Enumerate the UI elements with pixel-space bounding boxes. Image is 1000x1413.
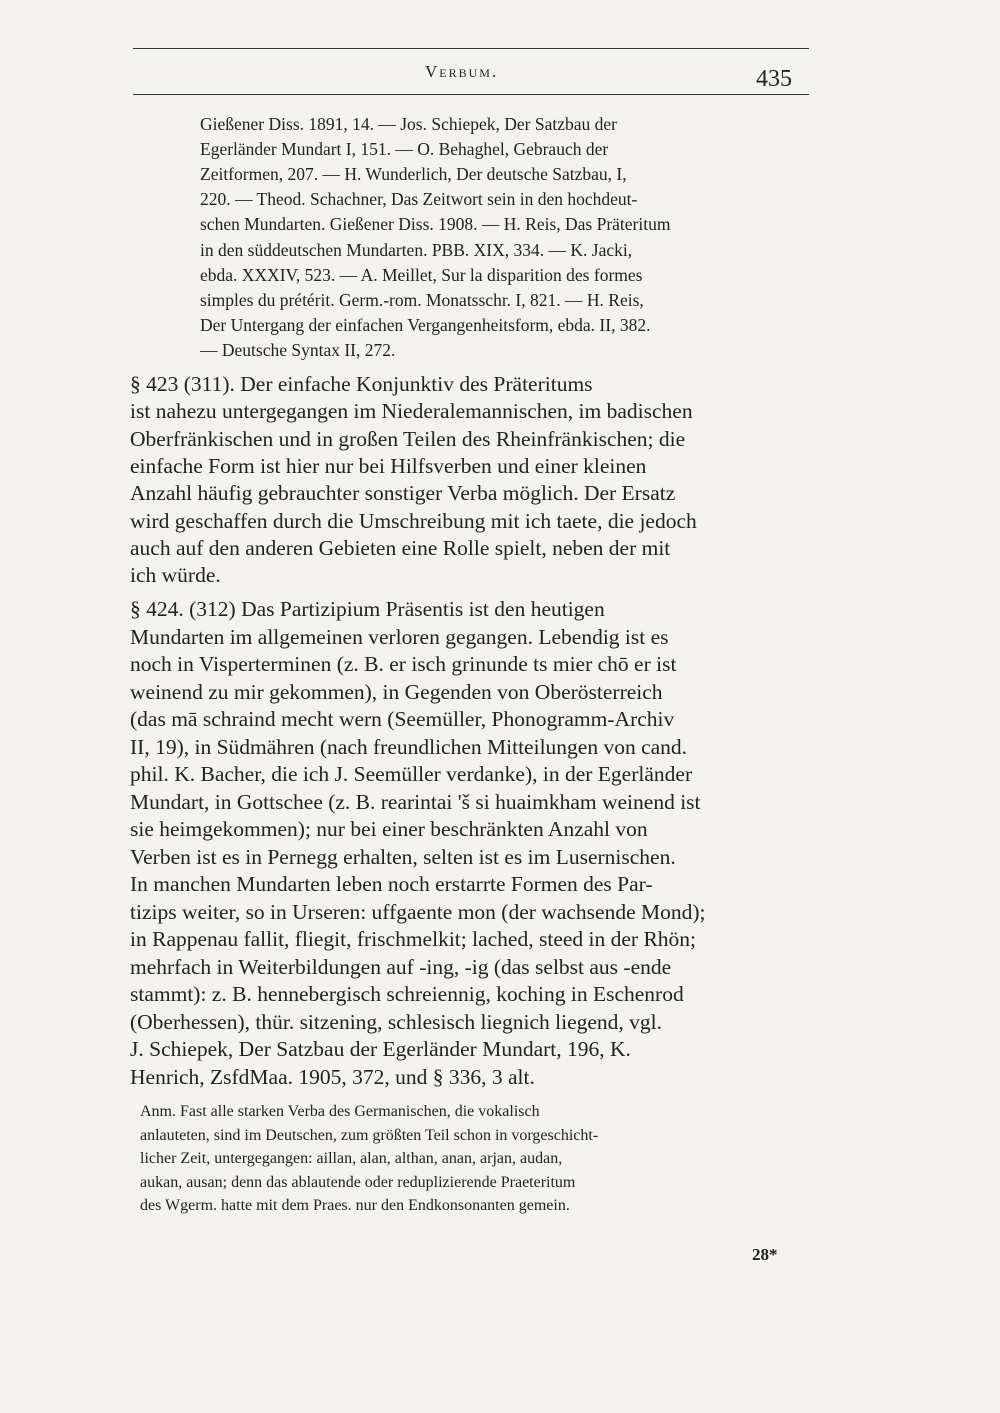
paragraph-424-line: II, 19), in Südmähren (nach freundlichen Mitteilungen von cand. [130, 734, 688, 759]
bibliography-line: 220. — Theod. Schachner, Das Zeitwort sein in den hochdeut- [200, 189, 638, 210]
paragraph-424-line: Mundarten im allgemeinen verloren gegangen. Lebendig ist es [130, 624, 669, 649]
bibliography-line: Egerländer Mundart I, 151. — O. Behaghel, Gebrauch der [200, 139, 609, 160]
paragraph-424-line: (das mā schraind mecht wern (Seemüller, Phonogramm-Archiv [130, 707, 675, 731]
header-rule [133, 94, 809, 95]
paragraph-423-line: ist nahezu untergegangen im Niederalemannischen, im badischen [130, 399, 693, 424]
paragraph-423-line: Oberfränkischen und in großen Teilen des Rheinfränkischen; die [130, 426, 686, 451]
note-line: Anm. Fast alle starken Verba des Germanischen, die vokalisch [140, 1103, 540, 1120]
bibliography-line: ebda. XXXIV, 523. — A. Meillet, Sur la disparition des formes [200, 264, 643, 285]
paragraph-423-line: ich würde. [130, 563, 221, 588]
paragraph-424-line: sie heimgekommen); nur bei einer beschränkten Anzahl von [130, 817, 648, 841]
paragraph-424-line: Henrich, ZsfdMaa. 1905, 372, und § 336, 3 alt. [130, 1064, 535, 1089]
note-line: des Wgerm. hatte mit dem Praes. nur den Endkonsonanten gemein. [140, 1197, 570, 1214]
paragraph-424-line: phil. K. Bacher, die ich J. Seemüller verdanke), in der Egerländer [130, 762, 693, 786]
note-line: licher Zeit, untergegangen: aillan, alan, althan, anan, arjan, audan, [140, 1150, 563, 1167]
note-line: anlauteten, sind im Deutschen, zum größten Teil schon in vorgeschicht- [140, 1126, 599, 1144]
paragraph-423-line: wird geschaffen durch die Umschreibung mit ich taete, die jedoch [130, 508, 697, 533]
note-line: aukan, ausan; denn das ablautende oder reduplizierende Praeteritum [140, 1173, 576, 1191]
paragraph-424-line: noch in Visperterminen (z. B. er isch grinunde ts mier chō er ist [130, 652, 677, 676]
paragraph-424-line: Verben ist es in Pernegg erhalten, selten ist es im Lusernischen. [130, 844, 676, 869]
bibliography-line: in den süddeutschen Mundarten. PBB. XIX, 334. — K. Jacki, [200, 239, 633, 260]
paragraph-424-line: in Rappenau fallit, fliegit, frischmelkit; lached, steed in der Rhön; [130, 927, 697, 951]
running-header: Verbum. [425, 62, 499, 81]
paragraph-424-line: weinend zu mir gekommen), in Gegenden von Oberösterreich [130, 679, 663, 704]
bibliography-line: Der Untergang der einfachen Vergangenheitsform, ebda. II, 382. [200, 314, 651, 335]
bibliography-line: simples du prétérit. Germ.-rom. Monatsschr. I, 821. — H. Reis, [200, 289, 644, 310]
bibliography-line: schen Mundarten. Gießener Diss. 1908. — H. Reis, Das Präteritum [200, 214, 671, 235]
paragraph-424-line: mehrfach in Weiterbildungen auf -ing, -ig (das selbst aus -ende [130, 954, 672, 979]
paragraph-424-line: Mundart, in Gottschee (z. B. rearintai 'š si huaimkham weinend ist [130, 789, 701, 814]
paragraph-424-line: (Oberhessen), thür. sitzening, schlesisch liegnich liegend, vgl. [130, 1009, 662, 1034]
paragraph-424-line: J. Schiepek, Der Satzbau der Egerländer Mundart, 196, K. [130, 1037, 631, 1061]
paragraph-423-line: einfache Form ist hier nur bei Hilfsverben und einer kleinen [130, 453, 647, 478]
paragraph-424-line: tizips weiter, so in Urseren: uffgaente mon (der wachsende Mond); [130, 899, 706, 924]
top-rule [133, 48, 809, 49]
page-number: 435 [756, 66, 792, 92]
bibliography-line: — Deutsche Syntax II, 272. [200, 339, 396, 360]
paragraph-423-line: § 423 (311). Der einfache Konjunktiv des Präteritums [130, 372, 593, 396]
paragraph-423-line: auch auf den anderen Gebieten eine Rolle spielt, neben der mit [130, 535, 671, 560]
bibliography-line: Gießener Diss. 1891, 14. — Jos. Schiepek, Der Satzbau der [200, 114, 617, 134]
paragraph-424-line: In manchen Mundarten leben noch erstarrte Formen des Par- [130, 872, 653, 896]
paragraph-423-line: Anzahl häufig gebrauchter sonstiger Verba möglich. Der Ersatz [130, 481, 676, 506]
paragraph-424-line: § 424. (312) Das Partizipium Präsentis ist den heutigen [130, 597, 605, 621]
signature-mark: 28* [752, 1245, 778, 1264]
bibliography-line: Zeitformen, 207. — H. Wunderlich, Der deutsche Satzbau, I, [200, 164, 627, 185]
paragraph-424-line: stammt): z. B. hennebergisch schreiennig, koching in Eschenrod [130, 982, 684, 1006]
